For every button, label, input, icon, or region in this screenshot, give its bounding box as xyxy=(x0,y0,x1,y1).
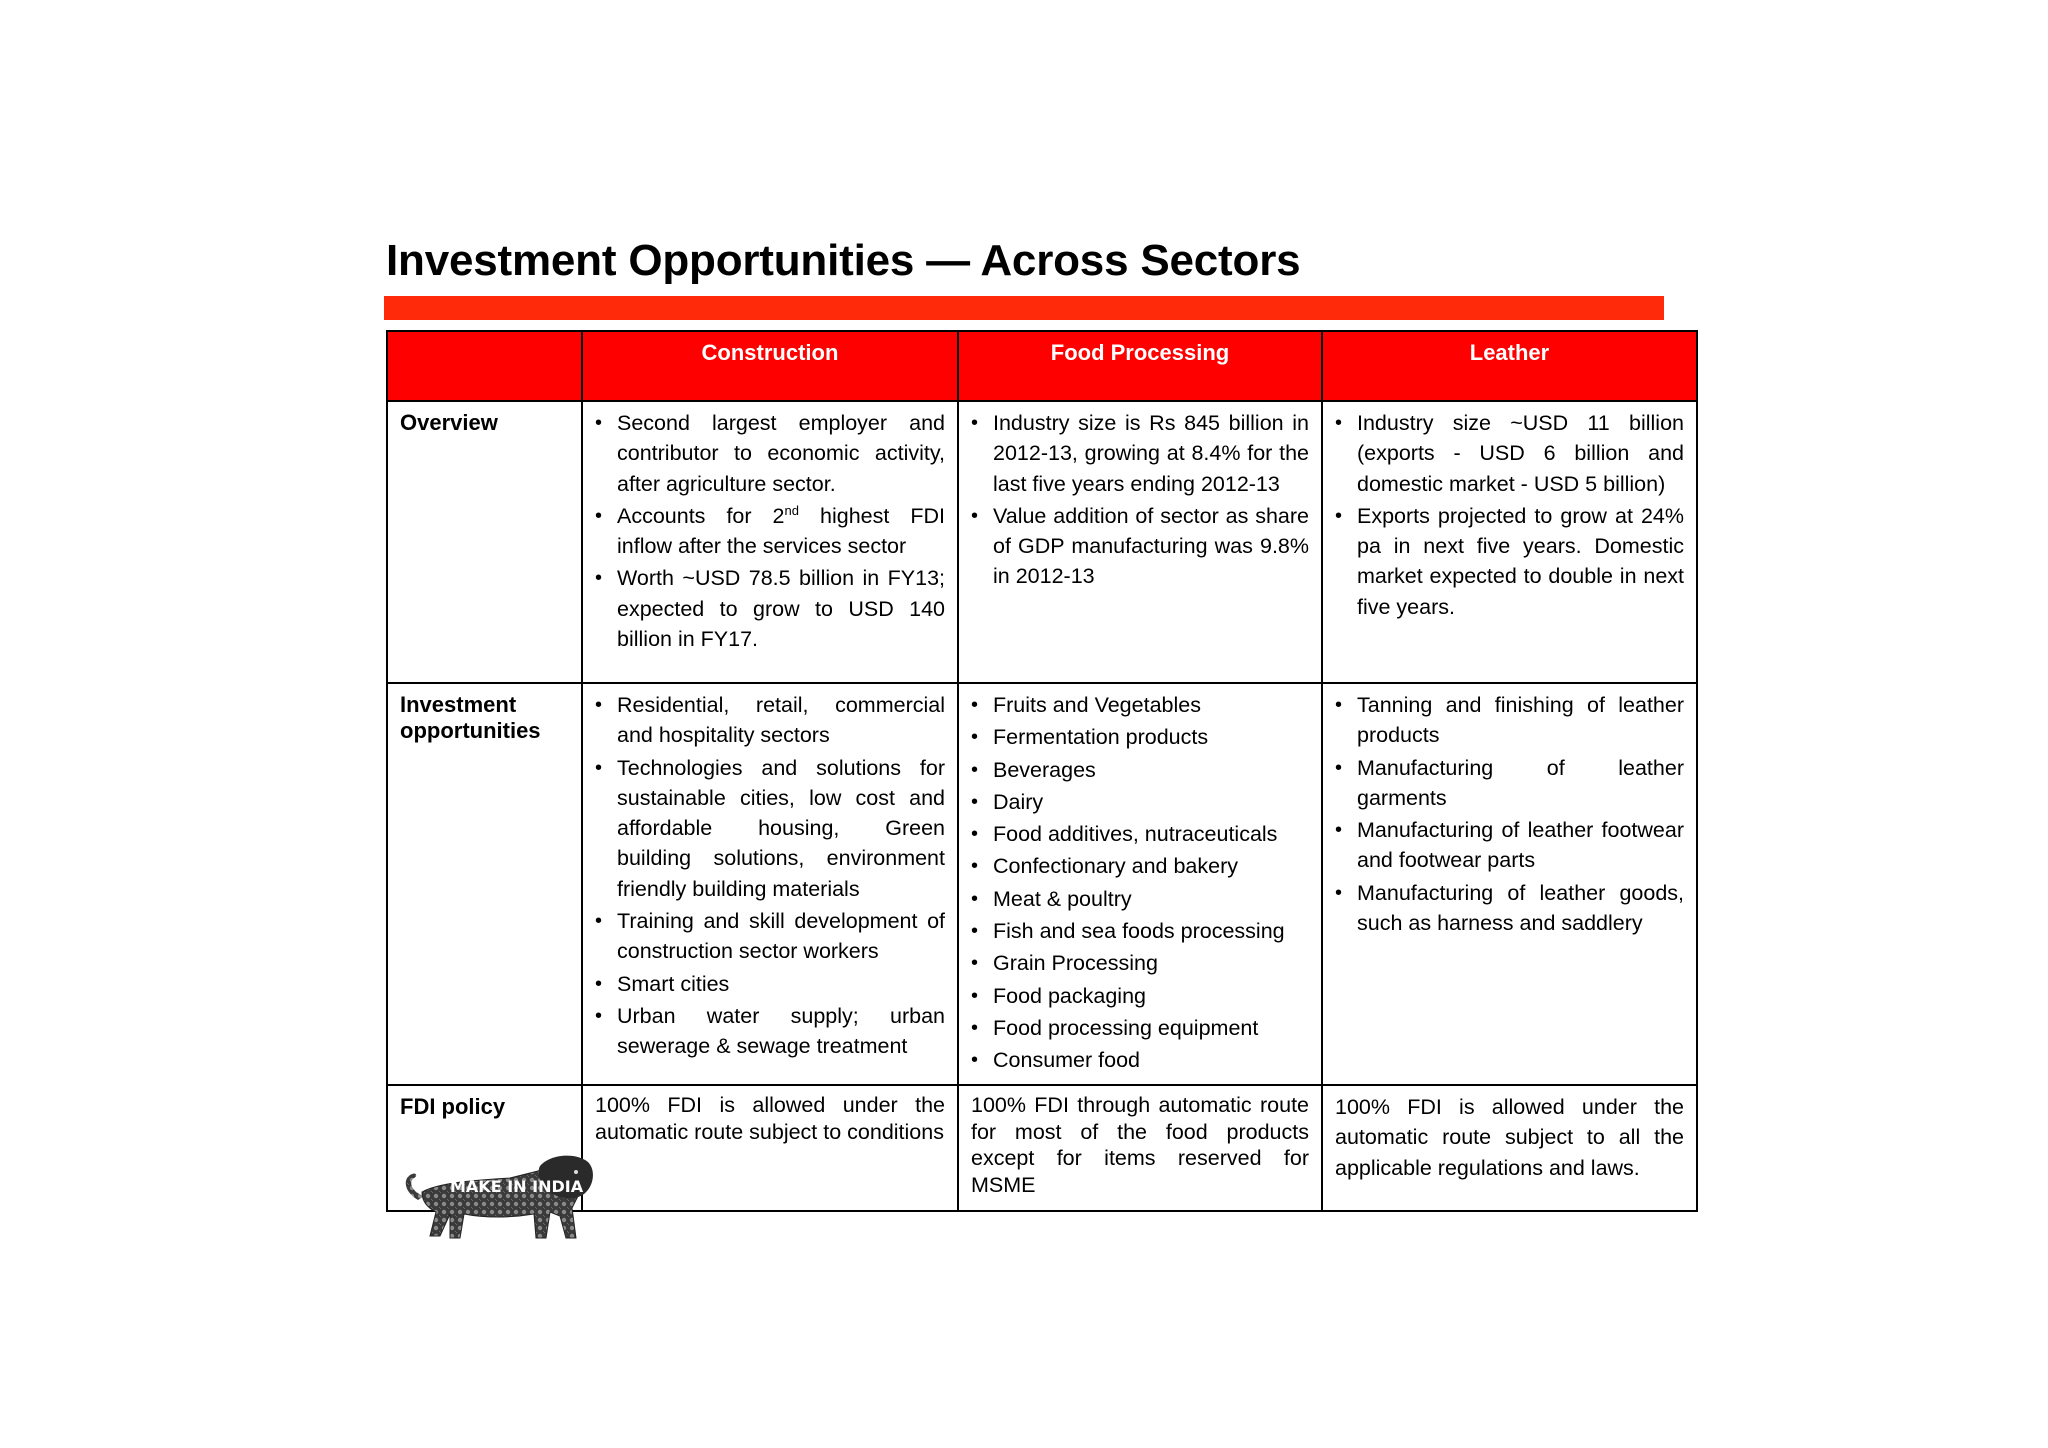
list-item: • Grain Processing xyxy=(971,951,1158,976)
header-leather: Leather xyxy=(1322,331,1697,401)
fdi-policy-text: 100% FDI is allowed under the automatic route subject to conditions xyxy=(595,1093,945,1144)
list-item: • Industry size ~USD 11 billion (exports - USD 6 billion and domestic market - USD 5 billion) xyxy=(1335,411,1684,496)
cell-overview-food xyxy=(958,401,1322,683)
page-title: Investment Opportunities — Across Sectors xyxy=(386,236,1301,285)
list-item: • Worth ~USD 78.5 billion in FY13; expected to grow to USD 140 billion in FY17. xyxy=(595,566,945,652)
title-underline-bar xyxy=(384,296,1664,320)
header-corner-cell xyxy=(387,331,582,401)
list-item: • Fish and sea foods processing xyxy=(971,919,1285,944)
list-item: • Tanning and finishing of leather products xyxy=(1335,693,1684,748)
table-row-investment xyxy=(387,683,1697,1085)
list-item: • Fruits and Vegetables xyxy=(971,693,1201,717)
list-item: • Manufacturing of leather garments xyxy=(1335,755,1684,810)
list-item: • Residential, retail, commercial and hospitality sectors xyxy=(595,693,945,748)
list-item: • Food processing equipment xyxy=(971,1015,1259,1040)
list-item: • Training and skill development of construction sector workers xyxy=(595,909,945,964)
list-item: • Manufacturing of leather footwear and footwear parts xyxy=(1335,818,1684,873)
header-food-processing: Food Processing xyxy=(958,331,1322,401)
cell-investment-construction xyxy=(582,683,958,1085)
list-item: • Technologies and solutions for sustainable cities, low cost and affordable housing, Green building solutions, environment friendly building materials xyxy=(595,755,945,901)
list-item: • Food additives, nutraceuticals xyxy=(971,822,1278,847)
cell-overview-leather xyxy=(1322,401,1697,683)
list-item: • Exports projected to grow at 24% pa in next five years. Domestic market expected to double in next five years. xyxy=(1335,503,1684,619)
logo-text: MAKE IN INDIA xyxy=(450,1177,584,1196)
list-item: • Second largest employer and contributor to economic activity, after agriculture sector. xyxy=(595,411,945,496)
sector-table xyxy=(386,330,1698,1212)
cell-fdi-food xyxy=(958,1085,1322,1211)
list-item: • Accounts for 2nd highest FDI inflow after the services sector xyxy=(595,502,945,559)
cell-overview-construction xyxy=(582,401,958,683)
header-construction: Construction xyxy=(582,331,958,401)
lion-icon xyxy=(400,1152,596,1244)
cell-fdi-leather xyxy=(1322,1085,1697,1211)
row-label-overview: Overview xyxy=(387,401,582,683)
list-item: • Industry size is Rs 845 billion in 2012-13, growing at 8.4% for the last five years ending 2012-13 xyxy=(971,411,1309,496)
list-item: • Smart cities xyxy=(595,971,730,996)
list-item: • Beverages xyxy=(971,757,1096,782)
list-item: • Manufacturing of leather goods, such as harness and saddlery xyxy=(1335,880,1684,936)
table-row-overview xyxy=(387,401,1697,683)
make-in-india-logo xyxy=(400,1152,596,1244)
list-item: • Food packaging xyxy=(971,983,1146,1008)
row-label-fdi: FDI policy xyxy=(387,1085,582,1211)
list-item: • Dairy xyxy=(971,789,1044,814)
list-item: • Confectionary and bakery xyxy=(971,854,1239,879)
table-header-row xyxy=(387,331,1697,401)
list-item: • Consumer food xyxy=(971,1048,1140,1073)
fdi-policy-text: 100% FDI is allowed under the automatic route subject to all the applicable regulations and laws. xyxy=(1335,1095,1684,1180)
list-item: • Fermentation products xyxy=(971,725,1209,750)
cell-investment-leather xyxy=(1322,683,1697,1085)
list-item: • Meat & poultry xyxy=(971,886,1132,911)
list-item: • Value addition of sector as share of GDP manufacturing was 9.8% in 2012-13 xyxy=(971,503,1309,589)
list-item: • Urban water supply; urban sewerage & sewage treatment xyxy=(595,1003,945,1059)
fdi-policy-text: 100% FDI through automatic route for most of the food products except for items reserved for MSME xyxy=(971,1093,1309,1197)
cell-investment-food xyxy=(958,683,1322,1085)
cell-fdi-construction xyxy=(582,1085,958,1211)
row-label-investment: Investment opportunities xyxy=(387,683,582,1085)
